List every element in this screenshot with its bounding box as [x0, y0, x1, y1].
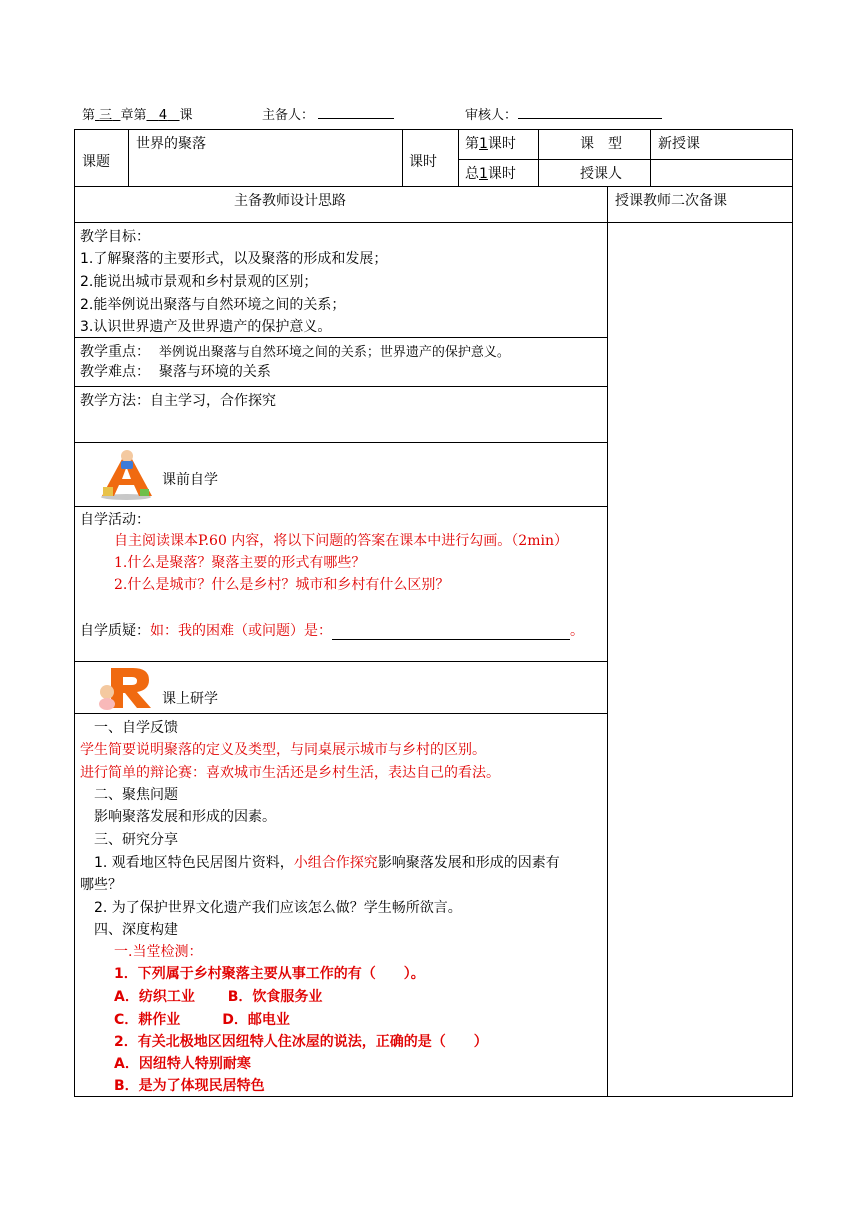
goals-title: 教学目标： — [80, 229, 150, 245]
goal-item: 2.能举例说出聚落与自然环境之间的关系； — [80, 297, 346, 313]
section-4-title: 四、深度构建 — [94, 922, 178, 938]
section-3-title: 三、研究分享 — [94, 832, 178, 848]
chapter-number: 三 — [99, 108, 113, 123]
quiz-question-1: 1．下列属于乡村聚落主要从事工作的有（ ）。 — [114, 966, 425, 982]
section-1-line-2: 进行简单的辩论赛：喜欢城市生活还是乡村生活，表达自己的看法。 — [80, 765, 500, 781]
topic-label: 课题 — [82, 154, 110, 170]
doubt-row: 自学质疑：如：我的困难（或问题）是： 。 — [80, 623, 584, 639]
section-1-line-1: 学生简要说明聚落的定义及类型，与同桌展示城市与乡村的区别。 — [80, 742, 486, 758]
quiz-q2-option-a: A．因纽特人特别耐寒 — [114, 1056, 251, 1072]
period-total: 总1课时 — [465, 166, 516, 182]
goal-item: 2.能说出城市景观和乡村景观的区别； — [80, 274, 318, 290]
quiz-question-2: 2．有关北极地区因纽特人住冰屋的说法，正确的是（ ） — [114, 1034, 488, 1050]
topic-value[interactable]: 世界的聚落 — [136, 136, 206, 152]
period-label: 课时 — [409, 154, 437, 170]
in-class-title: 课上研学 — [162, 691, 218, 707]
section-3-line-2: 2. 为了保护世界文化遗产我们应该怎么做？学生畅所欲言。 — [94, 900, 462, 916]
section-2-title: 二、聚焦问题 — [94, 787, 178, 803]
teaching-method: 教学方法：自主学习，合作探究 — [80, 393, 276, 409]
section-1-title: 一、自学反馈 — [94, 720, 178, 736]
letter-r-study-icon — [97, 666, 153, 710]
chapter-lesson-label: 第 三 章第 4 课 — [82, 108, 193, 123]
difficult-points: 教学难点： 聚落与环境的关系 — [80, 364, 271, 380]
activity-label: 自学活动： — [80, 512, 150, 528]
reviewer-label: 审核人： — [465, 108, 518, 123]
section-2-line-1: 影响聚落发展和形成的因素。 — [94, 809, 276, 825]
quiz-q1-options-ab: A．纺织工业 B．饮食服务业 — [114, 989, 323, 1005]
second-prep-heading: 授课教师二次备课 — [615, 193, 727, 209]
goal-item: 1.了解聚落的主要形式，以及聚落的形成和发展； — [80, 251, 388, 267]
preparer-label: 主备人： — [262, 108, 315, 123]
goal-item: 3.认识世界遗产及世界遗产的保护意义。 — [80, 319, 332, 335]
preparer-blank[interactable] — [318, 118, 394, 119]
doubt-answer-blank[interactable] — [332, 625, 570, 640]
pre-study-title: 课前自学 — [162, 472, 218, 488]
section-3-line-1: 1. 观看地区特色民居图片资料，小组合作探究影响聚落发展和形成的因素有 — [94, 855, 560, 871]
section-3-line-1-wrap: 哪些？ — [80, 877, 122, 893]
main-design-heading: 主备教师设计思路 — [234, 193, 346, 209]
pre-question-2: 2.什么是城市？什么是乡村？城市和乡村有什么区别？ — [114, 577, 450, 593]
reviewer-blank[interactable] — [518, 118, 662, 119]
teacher-label: 授课人 — [580, 166, 622, 182]
quiz-q2-option-b: B．是为了体现民居特色 — [114, 1078, 265, 1094]
pre-question-1: 1.什么是聚落？聚落主要的形式有哪些？ — [114, 555, 366, 571]
period-number: 第1课时 — [465, 136, 516, 152]
type-label: 课 型 — [580, 136, 622, 152]
key-points: 教学重点： 举例说出聚落与自然环境之间的关系；世界遗产的保护意义。 — [80, 344, 510, 360]
quiz-q1-options-cd: C．耕作业 D．邮电业 — [114, 1012, 290, 1028]
check-title: 一.当堂检测： — [114, 944, 203, 960]
activity-instruction: 自主阅读课本P.60 内容，将以下问题的答案在课本中进行勾画。（2min） — [114, 533, 568, 549]
letter-a-reading-icon — [97, 447, 153, 501]
type-value[interactable]: 新授课 — [658, 136, 700, 152]
lesson-number: 4 — [158, 108, 168, 123]
